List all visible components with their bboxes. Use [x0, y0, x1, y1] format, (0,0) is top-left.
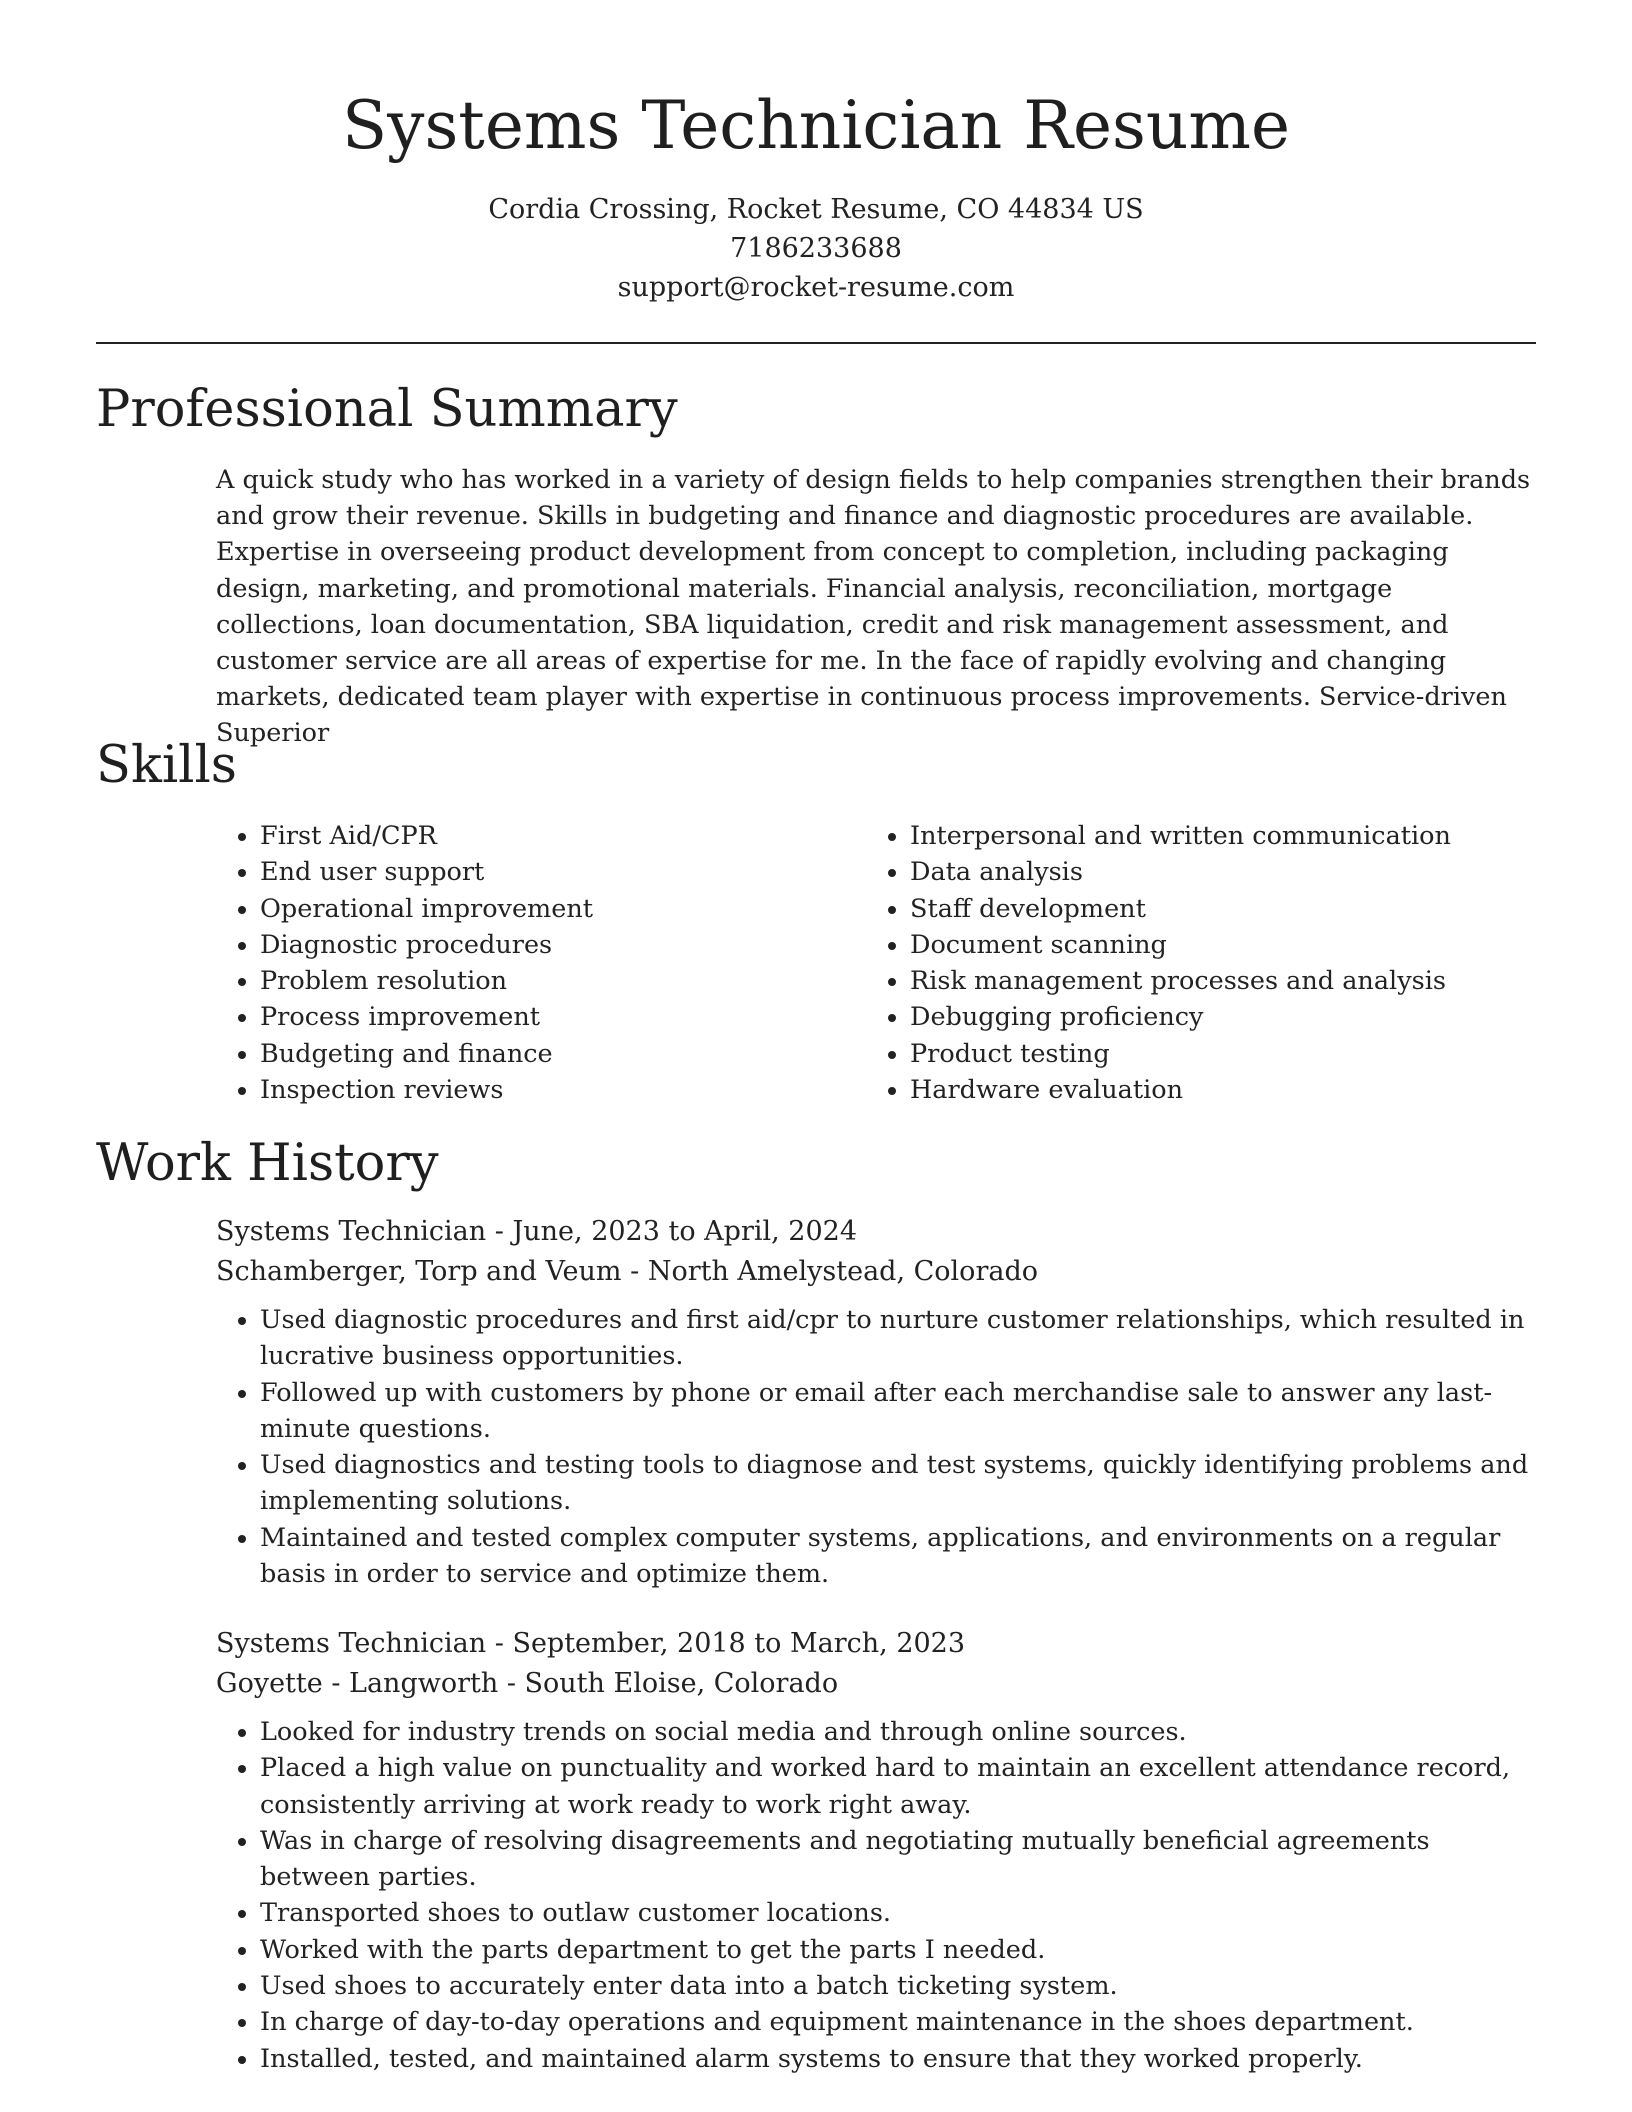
job-location: North Amelystead, Colorado	[647, 1256, 1038, 1287]
job-title: Systems Technician	[216, 1628, 487, 1659]
job-title-line: Systems Technician - September, 2018 to March, 2023	[216, 1628, 966, 1659]
job-bullet: • Used diagnostic procedures and first aid/cpr to nurture customer relationships, which resulted in lucrative business opportunities.	[260, 1302, 1536, 1375]
job-company: Schamberger, Torp and Veum	[216, 1256, 622, 1287]
contact-address: Cordia Crossing, Rocket Resume, CO 44834 US	[488, 194, 1144, 225]
job-bullet: • Followed up with customers by phone or email after each merchandise sale to answer any last-minute questions.	[260, 1375, 1536, 1448]
job-bullet: • Looked for industry trends on social media and through online sources.	[260, 1714, 1536, 1750]
skill-item: • Hardware evaluation	[910, 1072, 1570, 1108]
skill-item: • Operational improvement	[260, 891, 860, 927]
job-bullet: • Worked with the parts department to get the parts I needed.	[260, 1932, 1536, 1968]
summary-text: A quick study who has worked in a variety of design fields to help companies strengthen their brands and grow their revenue. Skills in budgeting and finance and diagnostic procedures are available. Expertise in overseeing product development from concept to completion, including packaging design, marketing, and promotional materials. Financial analysis, reconciliation, mortgage collections, loan documentation, SBA liquidation, credit and risk management assessment, and customer service are all areas of expertise for me. In the face of rapidly evolving and changing markets, dedicated team player with expertise in continuous process improvements. Service-driven Superior	[216, 465, 1531, 749]
job-entry	[216, 1624, 1536, 2077]
skill-item: • First Aid/CPR	[260, 818, 860, 854]
work-history-heading: Work History	[96, 1134, 439, 1193]
skill-item: • Budgeting and finance	[260, 1036, 860, 1072]
skills-column-right	[866, 818, 1570, 1108]
skill-item: • End user support	[260, 854, 860, 890]
job-bullet: • Placed a high value on punctuality and worked hard to maintain an excellent attendance record, consistently arriving at work ready to work right away.	[260, 1750, 1536, 1823]
skill-item: • Document scanning	[910, 927, 1570, 963]
job-bullet: • Used shoes to accurately enter data into a batch ticketing system.	[260, 1968, 1536, 2004]
job-entry	[216, 1212, 1536, 1592]
skill-item: • Interpersonal and written communication	[910, 818, 1570, 854]
job-bullet: • In charge of day-to-day operations and equipment maintenance in the shoes department.	[260, 2004, 1536, 2040]
skills-heading: Skills	[96, 736, 237, 795]
contact-email: support@rocket-resume.com	[617, 272, 1015, 303]
job-bullets	[216, 1302, 1536, 1592]
skill-item: • Diagnostic procedures	[260, 927, 860, 963]
skills-column-left	[216, 818, 860, 1108]
job-title: Systems Technician	[216, 1216, 487, 1247]
job-bullet: • Was in charge of resolving disagreements and negotiating mutually beneficial agreements between parties.	[260, 1823, 1536, 1896]
job-company: Goyette - Langworth	[216, 1668, 499, 1699]
skill-item: • Staff development	[910, 891, 1570, 927]
summary-heading: Professional Summary	[96, 380, 678, 439]
job-bullet: • Used diagnostics and testing tools to diagnose and test systems, quickly identifying problems and implementing solutions.	[260, 1447, 1536, 1520]
skill-item: • Risk management processes and analysis	[910, 963, 1570, 999]
job-title-line: Systems Technician - June, 2023 to April, 2024	[216, 1216, 858, 1247]
skill-item: • Problem resolution	[260, 963, 860, 999]
skill-item: • Data analysis	[910, 854, 1570, 890]
job-dates: September, 2018 to March, 2023	[512, 1628, 966, 1659]
job-company-line: Goyette - Langworth - South Eloise, Colorado	[216, 1668, 839, 1699]
job-dates: June, 2023 to April, 2024	[512, 1216, 858, 1247]
skill-item: • Process improvement	[260, 999, 860, 1035]
skill-item: • Product testing	[910, 1036, 1570, 1072]
job-location: South Eloise, Colorado	[524, 1668, 839, 1699]
job-bullet: • Installed, tested, and maintained alarm systems to ensure that they worked properly.	[260, 2041, 1536, 2077]
job-company-line: Schamberger, Torp and Veum - North Amelystead, Colorado	[216, 1256, 1038, 1287]
skill-item: • Debugging proficiency	[910, 999, 1570, 1035]
header-divider	[96, 342, 1536, 344]
job-bullets	[216, 1714, 1536, 2077]
skill-item: • Inspection reviews	[260, 1072, 860, 1108]
contact-info	[0, 190, 1632, 307]
job-bullet: • Maintained and tested complex computer systems, applications, and environments on a regular basis in order to service and optimize them.	[260, 1520, 1536, 1593]
job-bullet: • Transported shoes to outlaw customer locations.	[260, 1895, 1536, 1931]
contact-phone: 7186233688	[730, 233, 902, 264]
resume-title: Systems Technician Resume	[341, 87, 1291, 164]
